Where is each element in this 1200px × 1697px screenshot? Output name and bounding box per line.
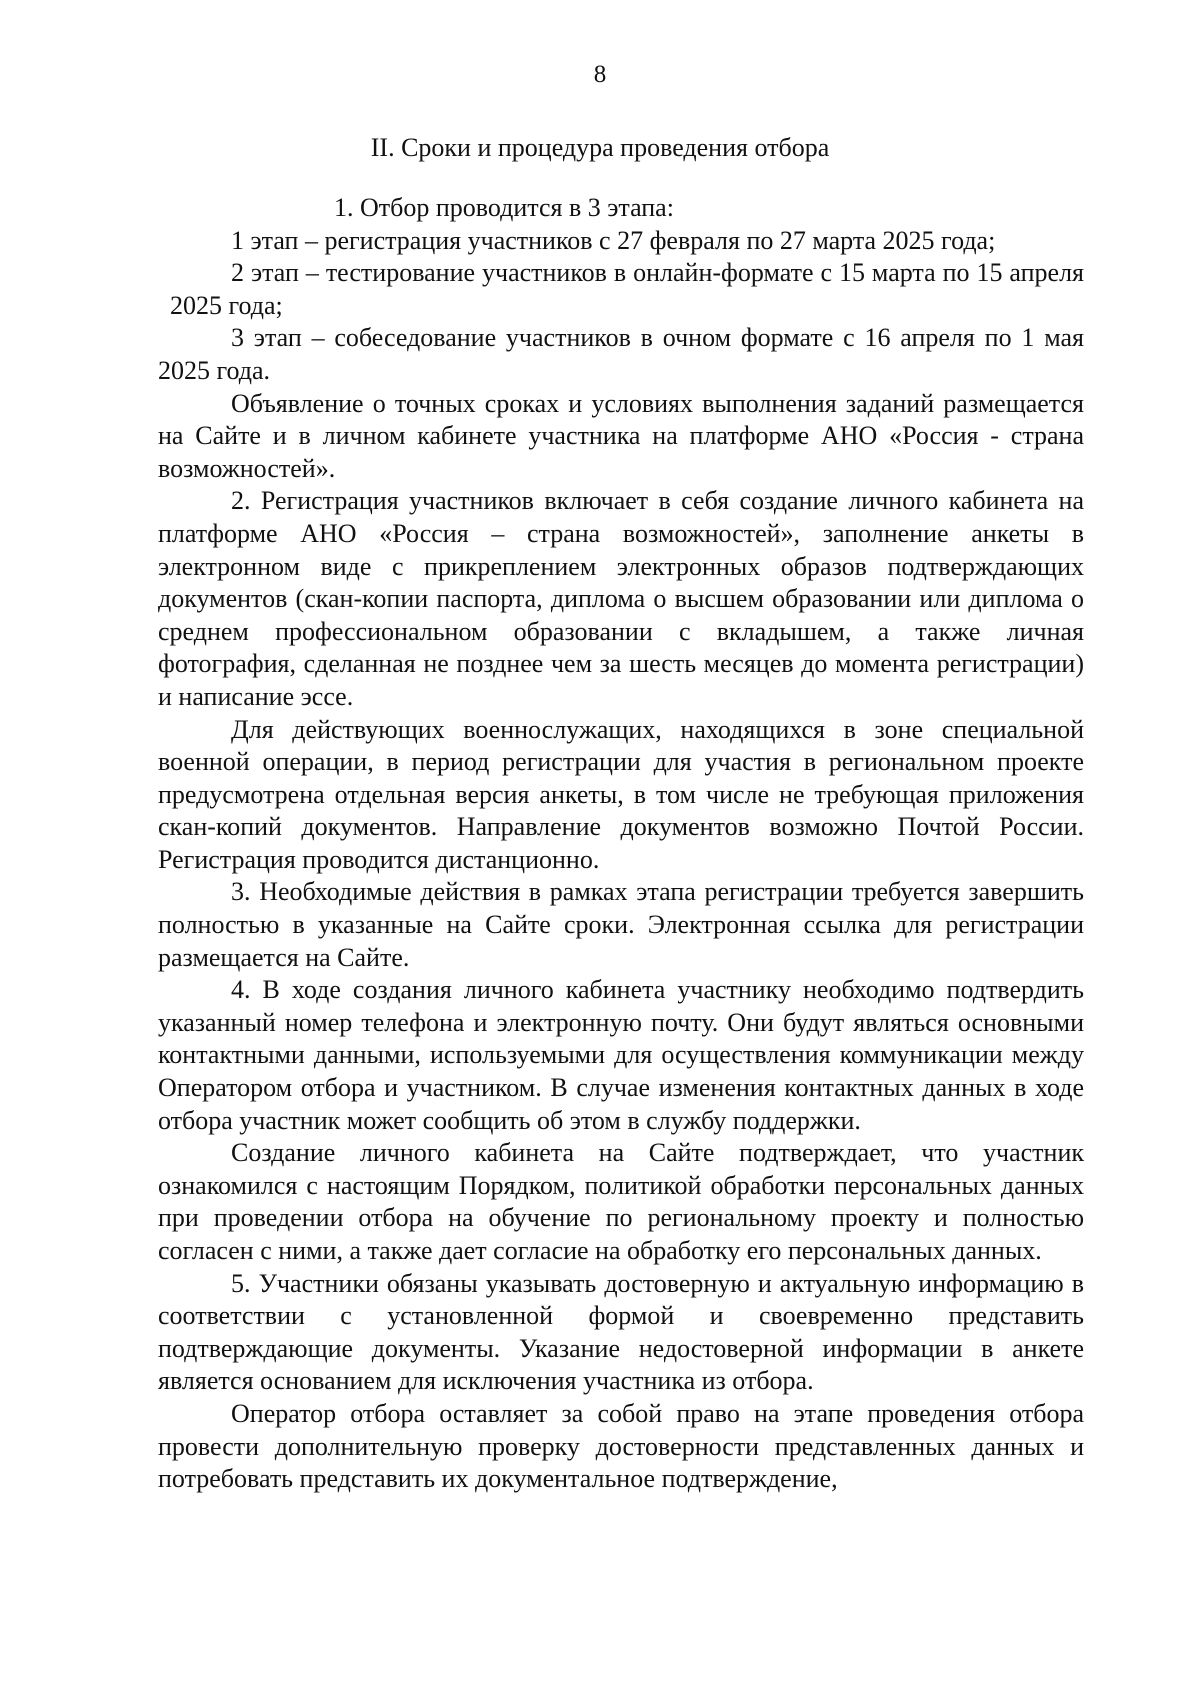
section-title: II. Сроки и процедура проведения отбора xyxy=(370,133,830,162)
paragraph: 4. В ходе создания личного кабинета участнику необходимо подтвердить указанный номер телефона и электронную почту. Они будут являться основными контактными данными, используемыми для осуществления коммуникации между Оператором отбора и участником. В случае изменения контактных данных в ходе отбора участник может сообщить об этом в службу поддержки. xyxy=(158,975,1084,1135)
paragraph: 3. Необходимые действия в рамках этапа регистрации требуется завершить полностью в указанные на Сайте сроки. Электронная ссылка для регистрации размещается на Сайте. xyxy=(158,877,1084,972)
paragraph: 2. Регистрация участников включает в себя создание личного кабинета на платформе АНО «Россия – страна возможностей», заполнение анкеты в электронном виде с прикреплением электронных образов подтверждающих документов (скан-копии паспорта, диплома о высшем образовании или диплома о среднем профессиональном образовании с вкладышем, а также личная фотография, сделанная не позднее чем за шесть месяцев до момента регистрации) и написание эссе. xyxy=(158,486,1084,711)
paragraph: 3 этап – собеседование участников в очном формате с 16 апреля по 1 мая 2025 года. xyxy=(158,323,1084,385)
paragraph: 5. Участники обязаны указывать достоверную и актуальную информацию в соответствии с установленной формой и своевременно представить подтверждающие документы. Указание недостоверной информации в анкете является основанием для исключения участника из отбора. xyxy=(158,1268,1084,1396)
paragraph: Для действующих военнослужащих, находящихся в зоне специальной военной операции, в период регистрации для участия в региональном проекте предусмотрена отдельная версия анкеты, в том числе не требующая приложения скан-копий документов. Направление документов возможно Почтой России. Регистрация проводится дистанционно. xyxy=(158,714,1084,874)
paragraph: 1 этап – регистрация участников с 27 февраля по 27 марта 2025 года; xyxy=(231,225,996,255)
paragraph: Объявление о точных сроках и условиях выполнения заданий размещается на Сайте и в личном кабинете участника на платформе АНО «Россия - страна возможностей». xyxy=(158,388,1084,483)
paragraph: 1. Отбор проводится в 3 этапа: xyxy=(334,193,674,222)
paragraph: Создание личного кабинета на Сайте подтверждает, что участник ознакомился с настоящим Порядком, политикой обработки персональных данных при проведении отбора на обучение по региональному проекту и полностью согласен с ними, а также дает согласие на обработку его персональных данных. xyxy=(158,1138,1084,1265)
page-number: 8 xyxy=(593,61,607,88)
paragraph: 2 этап – тестирование участников в онлайн-формате с 15 марта по 15 апреля 2025 года; xyxy=(170,258,1084,320)
paragraph: Оператор отбора оставляет за собой право на этапе проведения отбора провести дополнительную проверку достоверности представленных данных и потребовать представить их документальное подтверждение, xyxy=(158,1398,1084,1494)
document-body xyxy=(158,192,1084,1496)
